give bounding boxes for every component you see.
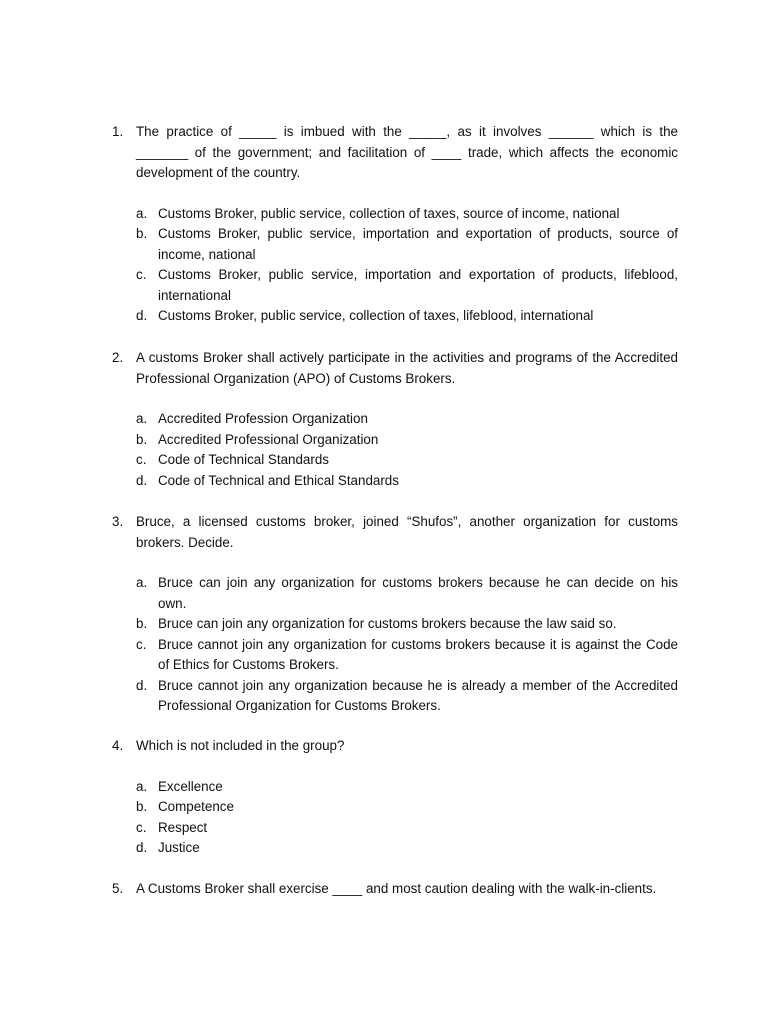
choice-list [136,409,678,491]
question-text: Bruce, a licensed customs broker, joined “Shufos”, another organization for customs brokers. Decide. [136,514,678,550]
choice-letter: b. [136,226,148,241]
choice-text: Accredited Profession Organization [158,411,368,426]
choice-letter: d. [136,840,148,855]
choice-item [136,450,678,471]
choice-text: Justice [158,840,200,855]
choice-text: Accredited Professional Organization [158,431,379,447]
choice-letter: b. [136,431,148,447]
choice-letter: c. [136,819,147,835]
choice-item [136,614,678,635]
choice-list [136,204,678,327]
choice-text: Customs Broker, public service, collection of taxes, lifeblood, international [158,308,594,323]
choice-letter: c. [136,636,147,652]
choice-item [136,204,678,225]
choice-item [136,265,678,306]
choice-letter: a. [136,205,148,221]
choice-item [136,777,678,798]
question-2 [112,348,678,491]
question-number: 1. [112,124,124,139]
choice-list [136,573,678,717]
choice-item [136,818,678,839]
choice-text: Code of Technical Standards [158,452,329,467]
choice-letter: b. [136,799,148,814]
question-5 [112,879,678,900]
choice-text: Code of Technical and Ethical Standards [158,472,399,488]
question-1 [112,122,678,327]
choice-list [136,777,678,859]
choice-letter: a. [136,575,148,590]
choice-item [136,409,678,430]
choice-letter: a. [136,778,148,794]
choice-letter: d. [136,308,148,323]
choice-item [136,471,678,492]
choice-letter: d. [136,472,148,488]
choice-text: Bruce cannot join any organization because he is already a member of the Accredited Professional Organization for Customs Brokers. [158,677,678,713]
question-text: A Customs Broker shall exercise ____ and most caution dealing with the walk-in-clients. [136,881,657,896]
choice-text: Bruce can join any organization for customs brokers because the law said so. [158,616,617,631]
choice-item [136,430,678,451]
question-number: 2. [112,350,124,365]
choice-item [136,838,678,859]
question-4 [112,736,678,859]
choice-item [136,306,678,327]
choice-letter: c. [136,452,147,467]
choice-letter: c. [136,267,147,282]
question-text: The practice of _____ is imbued with the _____, as it involves ______ which is the _______ of the government; and facilitation of ____ trade, which affects the economic development of the country. [136,124,678,180]
choice-text: Excellence [158,778,223,794]
choice-item [136,224,678,265]
choice-text: Bruce cannot join any organization for customs brokers because it is against the Code of Ethics for Customs Brokers. [158,636,678,672]
choice-item [136,676,678,717]
question-3 [112,512,678,717]
question-number: 5. [112,881,124,896]
question-number: 3. [112,514,124,529]
question-number: 4. [112,738,124,753]
choice-text: Customs Broker, public service, importation and exportation of products, lifeblood, international [158,267,678,303]
choice-item [136,573,678,614]
choice-text: Customs Broker, public service, collection of taxes, source of income, national [158,205,620,221]
choice-letter: a. [136,411,148,426]
choice-letter: b. [136,616,148,631]
choice-text: Competence [158,799,234,814]
choice-text: Respect [158,819,208,835]
choice-item [136,797,678,818]
choice-text: Bruce can join any organization for customs brokers because he can decide on his own. [158,575,678,611]
question-text: Which is not included in the group? [136,738,345,753]
question-text: A customs Broker shall actively participate in the activities and programs of the Accredited Professional Organization (APO) of Customs Brokers. [136,350,678,386]
choice-letter: d. [136,677,148,693]
choice-text: Customs Broker, public service, importation and exportation of products, source of income, national [158,226,678,262]
choice-item [136,635,678,676]
